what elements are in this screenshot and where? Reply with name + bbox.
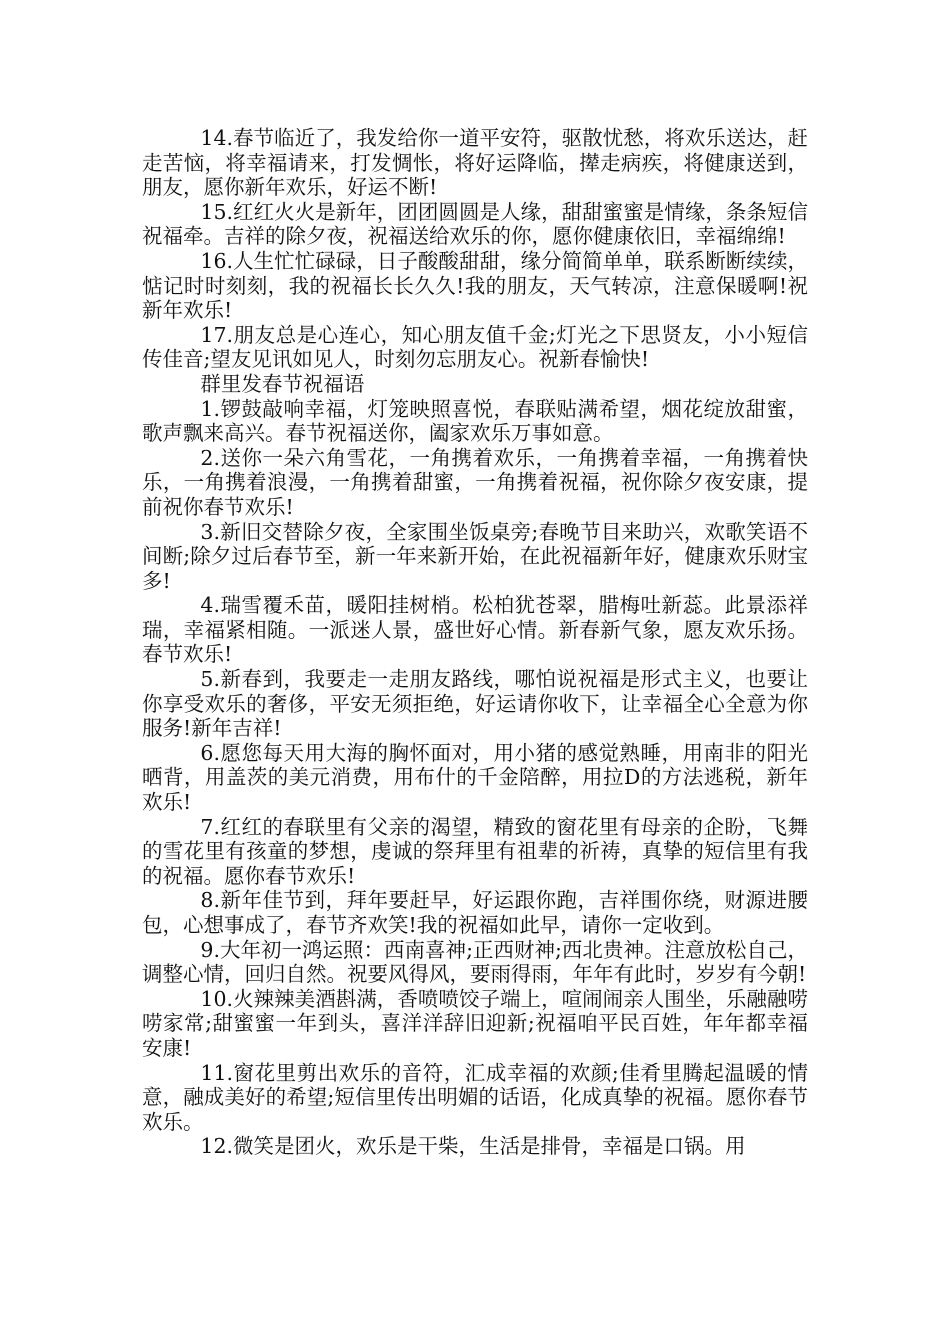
paragraph-9: 9.大年初一鸿运照：西南喜神;正西财神;西北贵神。注意放松自己，调整心情，回归自然。祝要风得风，要雨得雨，年年有此时，岁岁有今朝! (142, 937, 808, 987)
paragraph-12: 12.微笑是团火，欢乐是干柴，生活是排骨，幸福是口锅。用 (200, 1134, 746, 1159)
paragraph-1: 1.锣鼓敲响幸福，灯笼映照喜悦，春联贴满希望，烟花绽放甜蜜，歌声飘来高兴。春节祝福送你，阖家欢乐万事如意。 (142, 396, 808, 446)
paragraph-10: 10.火辣辣美酒斟满，香喷喷饺子端上，喧闹闹亲人围坐，乐融融唠唠家常;甜蜜蜜一年到头，喜洋洋辞旧迎新;祝福咱平民百姓，年年都幸福安康! (142, 986, 808, 1060)
paragraph-11: 11.窗花里剪出欢乐的音符，汇成幸福的欢颜;佳肴里腾起温暖的情意，融成美好的希望;短信里传出明媚的话语，化成真挚的祝福。愿你春节欢乐。 (142, 1060, 808, 1134)
paragraph-17: 17.朋友总是心连心，知心朋友值千金;灯光之下思贤友，小小短信传佳音;望友见讯如见人，时刻勿忘朋友心。祝新春愉快! (142, 322, 808, 372)
paragraph-16: 16.人生忙忙碌碌，日子酸酸甜甜，缘分简简单单，联系断断续续，惦记时时刻刻，我的祝福长长久久!我的朋友，天气转凉，注意保暖啊!祝新年欢乐! (142, 248, 808, 323)
paragraph-14: 14.春节临近了，我发给你一道平安符，驱散忧愁，将欢乐送达，赶走苦恼，将幸福请来，打发惆怅，将好运降临，撵走病疾，将健康送到，朋友，愿你新年欢乐，好运不断! (142, 126, 808, 200)
paragraph-6: 6.愿您每天用大海的胸怀面对，用小猪的感觉熟睡，用南非的阳光晒背，用盖茨的美元消费，用布什的千金陪醉，用拉D的方法逃税，新年欢乐! (142, 740, 808, 815)
paragraph-4: 4.瑞雪覆禾苗，暖阳挂树梢。松柏犹苍翠，腊梅吐新蕊。此景添祥瑞，幸福紧相随。一派迷人景，盛世好心情。新春新气象，愿友欢乐扬。春节欢乐! (142, 593, 808, 667)
paragraph-3: 3.新旧交替除夕夜，全家围坐饭桌旁;春晚节目来助兴，欢歌笑语不间断;除夕过后春节至，新一年来新开始，在此祝福新年好，健康欢乐财宝多! (142, 519, 808, 593)
paragraph-8: 8.新年佳节到，拜年要赶早，好运跟你跑，吉祥围你绕，财源进腰包，心想事成了，春节齐欢笑!我的祝福如此早，请你一定收到。 (142, 888, 808, 937)
section-heading: 群里发春节祝福语 (200, 371, 365, 396)
paragraph-7: 7.红红的春联里有父亲的渴望，精致的窗花里有母亲的企盼，飞舞的雪花里有孩童的梦想，虔诚的祭拜里有祖辈的祈祷，真挚的短信里有我的祝福。愿你春节欢乐! (142, 814, 808, 888)
paragraph-5: 5.新春到，我要走一走朋友路线，哪怕说祝福是形式主义，也要让你享受欢乐的奢侈，平安无须拒绝，好运请你收下，让幸福全心全意为你服务!新年吉祥! (142, 667, 808, 741)
paragraph-15: 15.红红火火是新年，团团圆圆是人缘，甜甜蜜蜜是情缘，条条短信祝福牵。吉祥的除夕夜，祝福送给欢乐的你，愿你健康依旧，幸福绵绵! (142, 199, 808, 249)
document-body (142, 126, 808, 1159)
paragraph-2: 2.送你一朵六角雪花，一角携着欢乐，一角携着幸福，一角携着快乐，一角携着浪漫，一角携着甜蜜，一角携着祝福，祝你除夕夜安康，提前祝你春节欢乐! (142, 445, 808, 519)
